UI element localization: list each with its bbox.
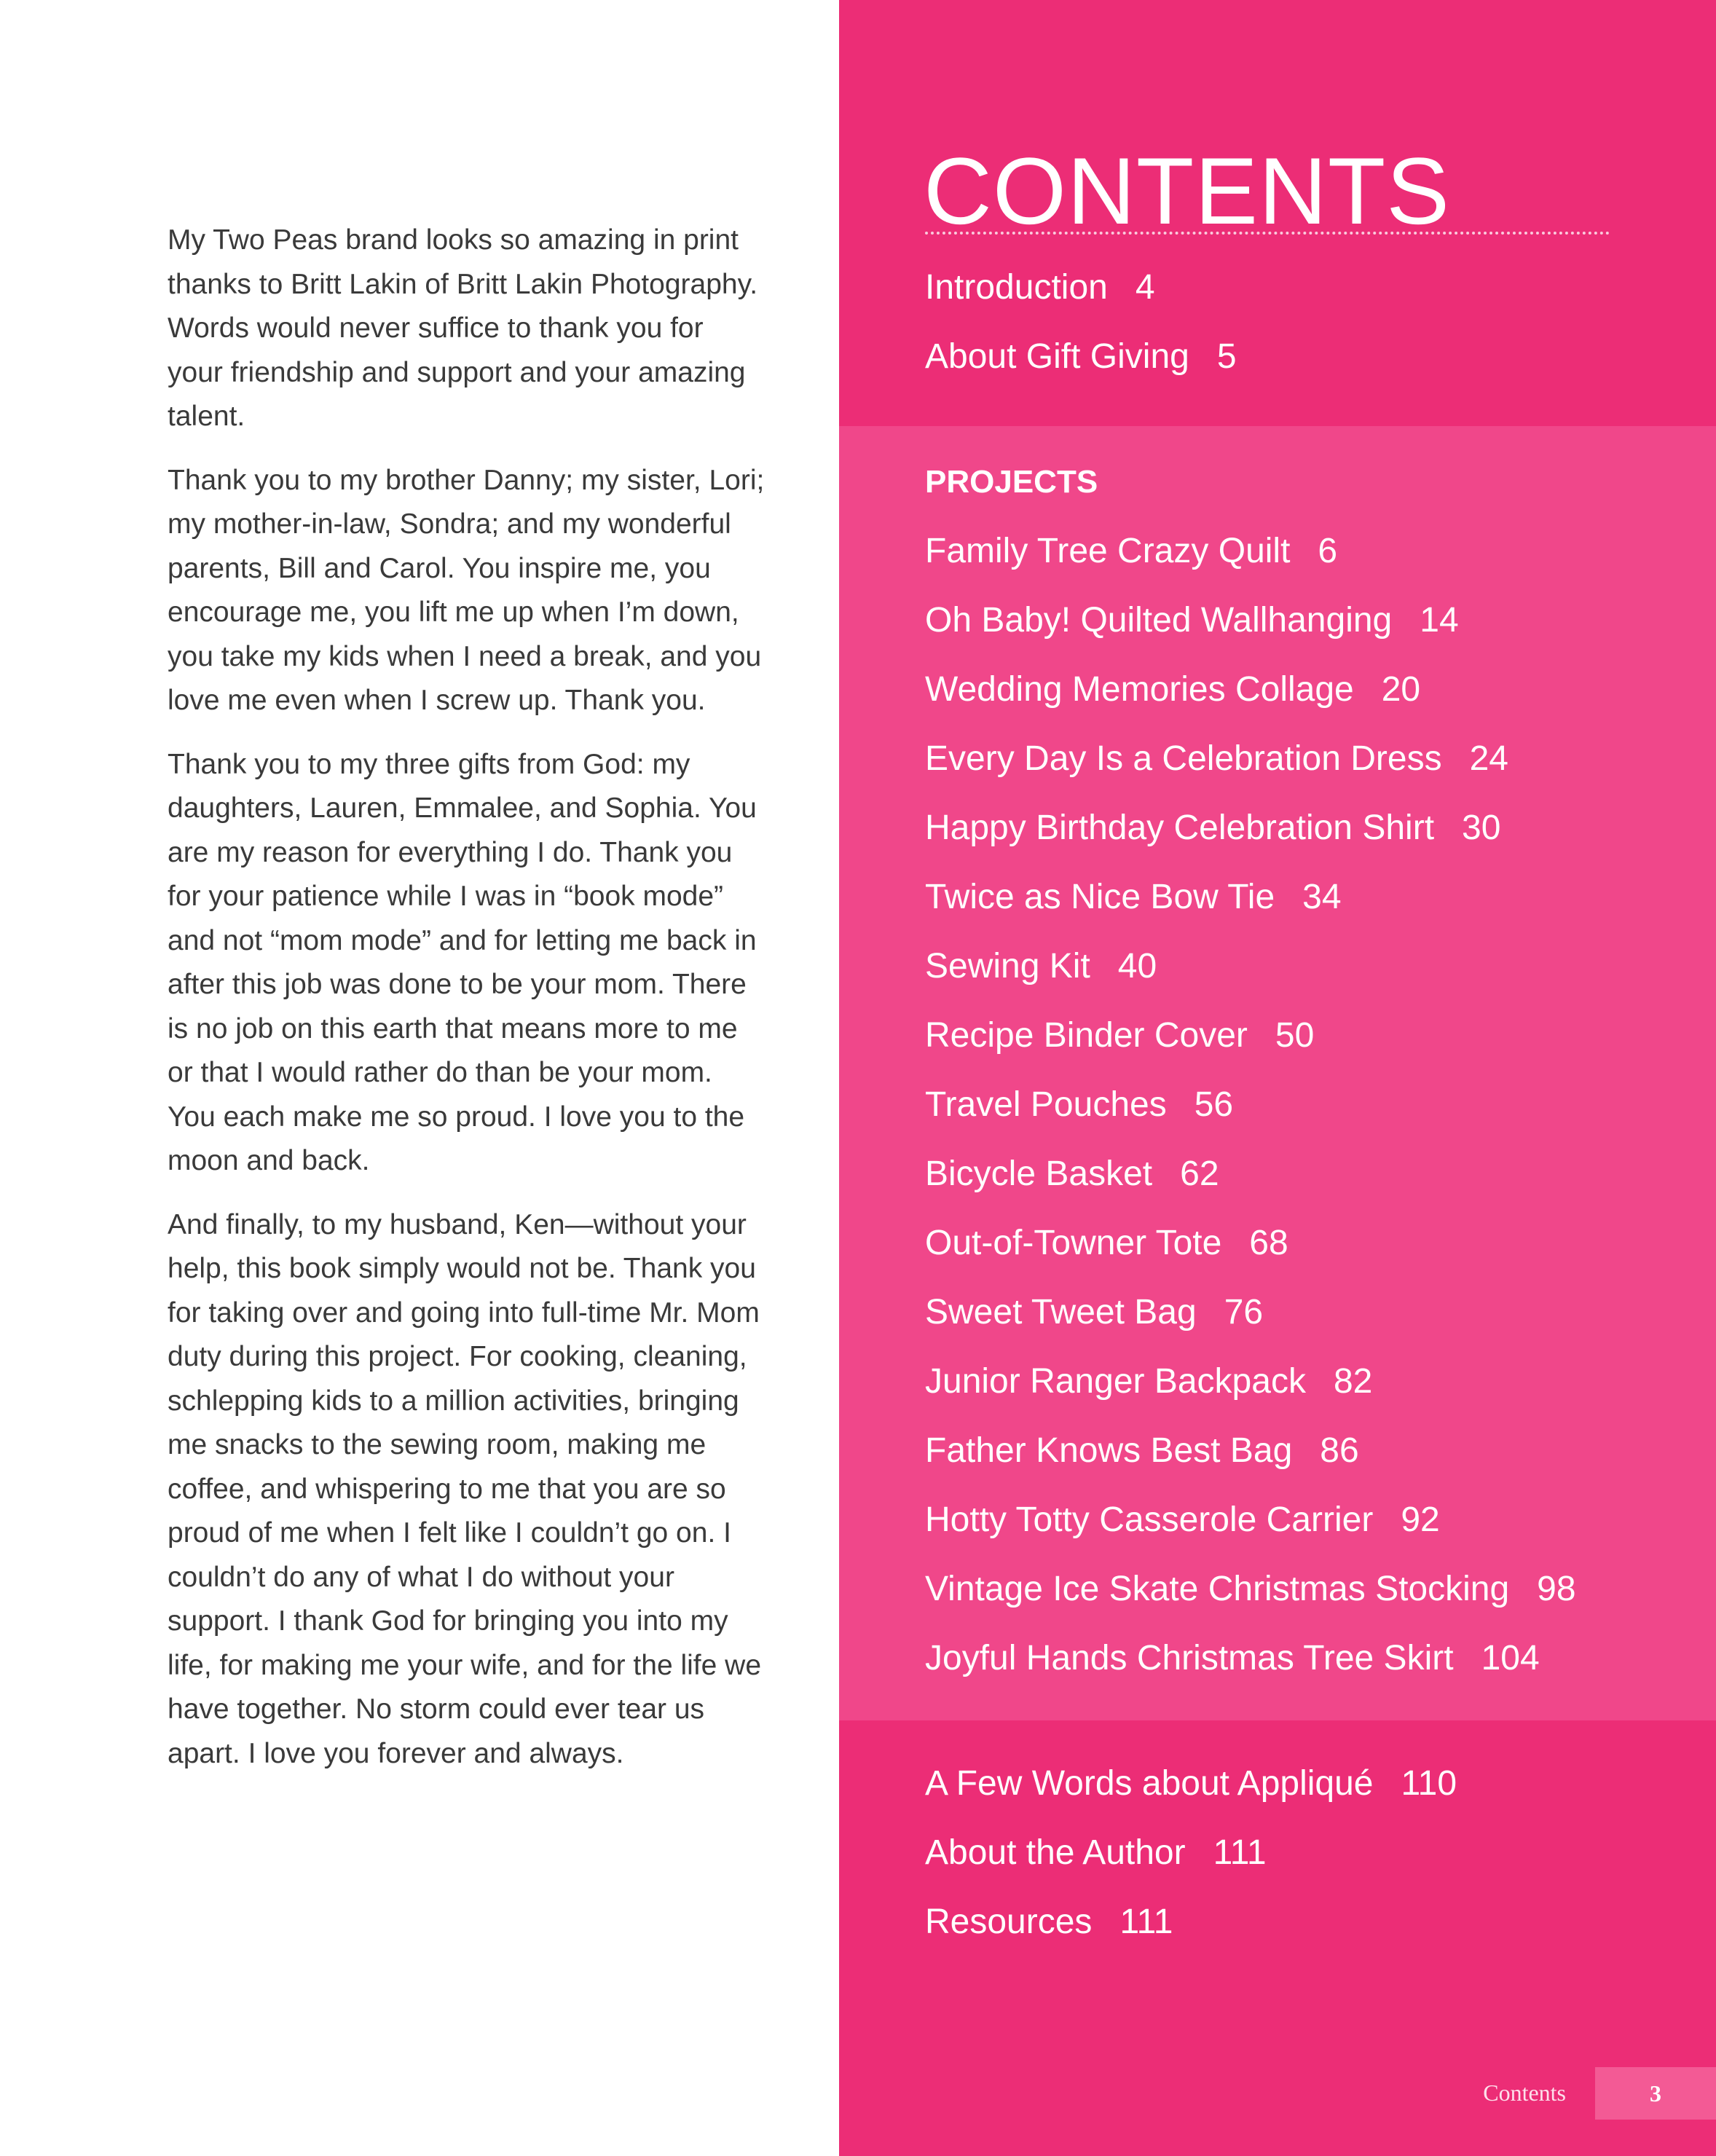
toc-item[interactable] <box>925 941 1576 1010</box>
toc-item[interactable] <box>925 1425 1576 1495</box>
toc-item-label: Hotty Totty Casserole Carrier <box>925 1500 1374 1539</box>
toc-item[interactable] <box>925 331 1237 401</box>
toc-item-page: 82 <box>1333 1362 1373 1401</box>
toc-item-page: 30 <box>1462 808 1501 847</box>
footer-page-number: 3 <box>1595 2067 1716 2120</box>
toc-item[interactable] <box>925 1079 1576 1149</box>
toc-item-label: Oh Baby! Quilted Wallhanging <box>925 601 1393 640</box>
toc-item[interactable] <box>925 872 1576 941</box>
toc-item-page: 34 <box>1302 878 1342 916</box>
contents-title: CONTENTS <box>924 138 1450 244</box>
toc-item-label: About the Author <box>925 1833 1186 1872</box>
toc-item-label: Wedding Memories Collage <box>925 670 1354 709</box>
toc-item-page: 4 <box>1135 268 1155 307</box>
projects-heading: PROJECTS <box>925 464 1098 500</box>
toc-item-page: 6 <box>1318 532 1338 570</box>
toc-item[interactable] <box>925 262 1237 331</box>
toc-item-label: Out-of-Towner Tote <box>925 1224 1222 1262</box>
toc-item-label: Travel Pouches <box>925 1085 1167 1124</box>
paragraph: Thank you to my three gifts from God: my daughters, Lauren, Emmalee, and Sophia. You are my reason for everything I do. Thank you for your patience while I was in “book mode” and not “mom mode” and for letting me back in after this job was done to be your mom. There is no job on this earth that means more to me or that I would rather do than be your mom. You each make me so proud. I love you to the moon and back. <box>168 748 757 1176</box>
toc-item[interactable] <box>925 1633 1576 1702</box>
toc-item-label: Vintage Ice Skate Christmas Stocking <box>925 1570 1510 1608</box>
toc-item[interactable] <box>925 1287 1576 1356</box>
toc-item[interactable] <box>925 526 1576 595</box>
toc-item-page: 111 <box>1119 1903 1173 1941</box>
toc-projects-list <box>925 526 1576 1702</box>
toc-item-label: Every Day Is a Celebration Dress <box>925 739 1442 778</box>
toc-item-label: Recipe Binder Cover <box>925 1016 1248 1055</box>
toc-item-page: 24 <box>1469 739 1508 778</box>
toc-item-label: Introduction <box>925 268 1108 307</box>
toc-item-page: 14 <box>1420 601 1459 640</box>
toc-item[interactable] <box>925 595 1576 664</box>
toc-item[interactable] <box>925 1897 1457 1966</box>
contents-panel <box>839 0 1716 2156</box>
toc-intro-list <box>925 262 1237 401</box>
toc-item-page: 20 <box>1381 670 1421 709</box>
toc-item[interactable] <box>925 1149 1576 1218</box>
toc-item-label: About Gift Giving <box>925 337 1189 376</box>
toc-item-page: 56 <box>1194 1085 1234 1124</box>
title-dotted-rule <box>925 232 1610 235</box>
toc-item-page: 62 <box>1180 1154 1219 1193</box>
toc-item[interactable] <box>925 664 1576 733</box>
toc-item[interactable] <box>925 1010 1576 1079</box>
toc-item-page: 98 <box>1537 1570 1576 1608</box>
toc-item-label: Sewing Kit <box>925 947 1090 985</box>
toc-item-label: Joyful Hands Christmas Tree Skirt <box>925 1639 1454 1677</box>
toc-item-page: 76 <box>1224 1293 1264 1331</box>
toc-item[interactable] <box>925 803 1576 872</box>
toc-item-page: 5 <box>1216 337 1237 376</box>
acknowledgments-text <box>168 219 765 1795</box>
paragraph: And finally, to my husband, Ken—without your help, this book simply would not be. Thank you for taking over and going into full-time Mr. Mom duty during this project. For cooking, cleaning, schlepping kids to a million activities, bringing me snacks to the sewing room, making me coffee, and whispering to me that you are so proud of me when I felt like I couldn’t go on. I couldn’t do any of what I do without your support. I thank God for bringing you into my life, for making me your wife, and for the life we have together. No storm could ever tear us apart. I love you forever and always. <box>168 1208 762 1769</box>
toc-item[interactable] <box>925 1564 1576 1633</box>
toc-item-page: 68 <box>1249 1224 1288 1262</box>
toc-item-page: 111 <box>1213 1833 1267 1872</box>
toc-item-label: Twice as Nice Bow Tie <box>925 878 1275 916</box>
toc-item-label: Father Knows Best Bag <box>925 1431 1293 1470</box>
toc-item-label: Resources <box>925 1903 1093 1941</box>
paragraph: My Two Peas brand looks so amazing in print thanks to Britt Lakin of Britt Lakin Photography. Words would never suffice to thank you for your friendship and support and your amazing talent. <box>168 224 758 432</box>
toc-item[interactable] <box>925 1758 1457 1828</box>
footer-section-label: Contents <box>1483 2080 1566 2106</box>
toc-item-label: Bicycle Basket <box>925 1154 1153 1193</box>
toc-item-page: 40 <box>1117 947 1157 985</box>
acknowledgments-page <box>0 0 839 2156</box>
toc-item-page: 104 <box>1481 1639 1540 1677</box>
toc-item-page: 86 <box>1320 1431 1359 1470</box>
toc-item-label: Sweet Tweet Bag <box>925 1293 1197 1331</box>
toc-end-list <box>925 1758 1457 1966</box>
toc-item-page: 110 <box>1401 1764 1457 1803</box>
toc-item[interactable] <box>925 1495 1576 1564</box>
toc-item-label: Junior Ranger Backpack <box>925 1362 1306 1401</box>
toc-item[interactable] <box>925 1218 1576 1287</box>
toc-item-page: 50 <box>1275 1016 1315 1055</box>
paragraph: Thank you to my brother Danny; my sister, Lori; my mother-in-law, Sondra; and my wonderful parents, Bill and Carol. You inspire me, you encourage me, you lift me up when I’m down, you take my kids when I need a break, and you love me even when I screw up. Thank you. <box>168 464 765 716</box>
toc-item-label: A Few Words about Appliqué <box>925 1764 1374 1803</box>
toc-item[interactable] <box>925 1356 1576 1425</box>
toc-item-label: Family Tree Crazy Quilt <box>925 532 1291 570</box>
toc-item[interactable] <box>925 733 1576 803</box>
toc-item-page: 92 <box>1401 1500 1440 1539</box>
toc-item[interactable] <box>925 1828 1457 1897</box>
toc-item-label: Happy Birthday Celebration Shirt <box>925 808 1435 847</box>
